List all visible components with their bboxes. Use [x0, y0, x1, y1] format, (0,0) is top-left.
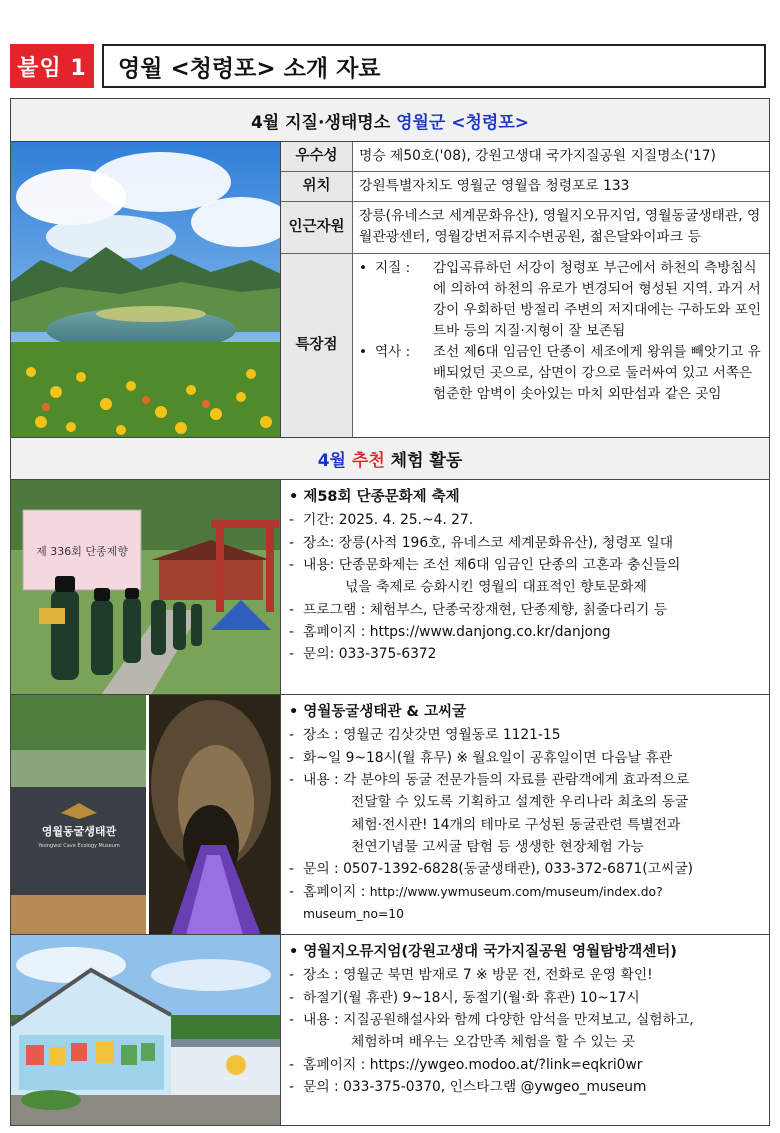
event-line-text: 기간: 2025. 4. 25.~4. 27.: [303, 512, 474, 529]
museum-sign-subtext: Yeongwol Cave Ecology Museum: [38, 843, 120, 849]
homepage-link[interactable]: http://www.ywmuseum.com/museum/index.do?museum_no=10: [303, 884, 663, 921]
info-row-merit: [281, 142, 769, 172]
event-line-continuation: 전달할 수 있도록 기획하고 설계한 우리나라 최초의 동굴: [351, 794, 689, 811]
event-line-continuation: 체험하며 배우는 오감만족 체험을 할 수 있는 곳: [351, 1034, 635, 1051]
event-line-text: 하절기(월 휴관) 9~18시, 동절기(월·화 휴관) 10~17시: [303, 989, 640, 1006]
section-activity-suffix: 체험 활동: [390, 451, 463, 471]
info-label: 특장점: [281, 254, 353, 437]
event-line-continuation: 체험·전시관! 14개의 테마로 구성된 동굴관련 특별전과: [351, 816, 681, 833]
homepage-link[interactable]: 홈페이지 : https://www.danjong.co.kr/danjong: [303, 623, 611, 640]
cave-image: [11, 695, 281, 934]
section-geo-heading: [10, 98, 770, 142]
event-line-text: 내용: 단종문화제는 조선 제6대 임금인 단종의 고혼과 충신들의: [303, 556, 681, 573]
event-title-text: 영월동굴생태관 & 고씨굴: [303, 704, 467, 720]
attachment-badge: 붙임 1: [10, 44, 94, 88]
museum-sign-text: 영월동굴생태관: [41, 825, 117, 838]
danjong-festival-photo: [11, 480, 281, 694]
event-line-text: 문의 : 033-375-0370, 인스타그램 @ywgeo_museum: [303, 1078, 647, 1095]
event-line-homepage: - 홈페이지 : https://ywgeo.modoo.at/?link=eqkri0wr: [289, 1054, 763, 1076]
cave-museum-photo: [11, 695, 281, 934]
info-label: 우수성: [281, 142, 353, 171]
section-activity-highlight: 추천: [351, 451, 385, 471]
info-label: 위치: [281, 172, 353, 201]
event-line-content: - 내용: 단종문화제는 조선 제6대 임금인 단종의 고혼과 충신들의: [289, 554, 763, 576]
event-title: • 영월동굴생태관 & 고씨굴: [289, 704, 467, 720]
event-title: • 영월지오뮤지엄(강원고생대 국가지질공원 영월탐방객센터): [289, 944, 677, 960]
festival-banner-text: 제 336회 단종제향: [36, 545, 128, 558]
bullet-icon: •: [359, 260, 368, 276]
event-line-text: 장소 : 영월군 북면 밤재로 7 ※ 방문 전, 전화로 운영 확인!: [303, 967, 653, 984]
event-line-contact: - 문의 : 0507-1392-6828(동굴생태관), 033-372-6871(고씨굴): [289, 858, 763, 880]
event-line-period: - 기간: 2025. 4. 25.~4. 27.: [289, 509, 763, 531]
event-line-text: 화~일 9~18시(월 휴무) ※ 월요일이 공휴일이면 다음날 휴관: [303, 749, 673, 766]
info-label-line: 자원: [316, 218, 345, 235]
section-activity-heading: [10, 438, 770, 480]
event-details: [281, 480, 769, 694]
document-title: 영월 <청령포> 소개 자료: [102, 44, 766, 88]
festival-image: [11, 480, 281, 694]
event-line-contact: - 문의 : 033-375-0370, 인스타그램 @ywgeo_museum: [289, 1076, 763, 1098]
event-card-danjong: [10, 480, 770, 695]
info-value: 명승 제50호('08), 강원고생대 국가지질공원 지질명소('17): [359, 148, 716, 164]
section-activity-prefix: 4월: [317, 451, 346, 471]
event-line-homepage: - 홈페이지 : https://www.danjong.co.kr/danjong: [289, 621, 763, 643]
event-title: • 제58회 단종문화제 축제: [289, 489, 460, 505]
info-value: 강원특별자치도 영월군 영월읍 청령포로 133: [359, 178, 630, 194]
event-details: [281, 695, 769, 934]
feature-history: [359, 342, 763, 405]
bullet-icon: •: [359, 344, 368, 361]
event-line-text: 장소 : 영월군 김삿갓면 영월동로 1121-15: [303, 727, 561, 744]
event-line-homepage: - 홈페이지 : http://www.ywmuseum.com/museum/index.do?museum_no=10: [289, 883, 663, 921]
geo-museum-image: [11, 935, 281, 1125]
event-card-geomuseum: [10, 935, 770, 1126]
info-label-line: 인근: [288, 218, 317, 235]
section-geo-prefix: 4월 지질·생태명소: [250, 112, 391, 133]
feature-key: 역사 :: [375, 344, 411, 361]
homepage-label: 홈페이지 :: [303, 883, 370, 900]
event-line-continuation: 천연기념물 고씨굴 탐험 등 생생한 현장체험 가능: [351, 838, 644, 855]
event-line-text: 프로그램 : 체험부스, 단종국장재현, 단종제향, 칡줄다리기 등: [303, 601, 667, 618]
feature-key: 지질 :: [375, 260, 411, 276]
feature-text: 감입곡류하던 서강이 청령포 부근에서 하천의 측방침식에 의하여 하천의 유로가 변경되어 형성된 지역. 과거 서강이 우회하던 방절리 주변의 저지대에는 구하도와 포인트바 등의 지질·지형이 잘 보존됨: [433, 260, 761, 340]
event-line-place: - 장소: 장릉(사적 196호, 유네스코 세계문화유산), 청령포 일대: [289, 532, 763, 554]
event-line-text: 내용 : 각 분야의 동굴 전문가들의 자료를 관람객에게 효과적으로: [303, 771, 690, 788]
event-line-program: - 프로그램 : 체험부스, 단종국장재현, 단종제향, 칡줄다리기 등: [289, 599, 763, 621]
event-line-continuation: 넋을 축제로 승화시킨 영월의 대표적인 향토문화제: [345, 579, 647, 596]
landscape-image: [11, 142, 281, 437]
info-label: [281, 202, 353, 253]
event-line-hours: - 화~일 9~18시(월 휴무) ※ 월요일이 공휴일이면 다음날 휴관: [289, 747, 763, 769]
event-line-text: 문의 : 0507-1392-6828(동굴생태관), 033-372-6871(고씨굴): [303, 861, 694, 878]
event-line-text: 문의: 033-375-6372: [303, 646, 437, 663]
event-line-contact: - 문의: 033-375-6372: [289, 643, 763, 665]
event-title-text: 영월지오뮤지엄(강원고생대 국가지질공원 영월탐방객센터): [303, 944, 677, 960]
event-title-text: 제58회 단종문화제 축제: [303, 489, 460, 505]
event-line-place: - 장소 : 영월군 김삿갓면 영월동로 1121-15: [289, 724, 763, 746]
event-details: [281, 935, 769, 1125]
info-value: [353, 254, 769, 437]
event-line-text: 내용 : 지질공원해설사와 함께 다양한 암석을 만져보고, 실험하고,: [303, 1011, 694, 1028]
event-card-cave: [10, 695, 770, 935]
geo-museum-photo: [11, 935, 281, 1125]
event-line-hours: - 하절기(월 휴관) 9~18시, 동절기(월·화 휴관) 10~17시: [289, 987, 763, 1009]
info-table: [281, 142, 769, 437]
feature-text: 조선 제6대 임금인 단종이 세조에게 왕위를 빼앗기고 유배되었던 곳으로, 삼면이 강으로 둘러싸여 있고 서쪽은 험준한 암벽이 솟아있는 마치 외딴섬과 같은 곳임: [433, 344, 761, 403]
cheongnyeongpo-info-card: [10, 142, 770, 438]
cheongnyeongpo-photo: [11, 142, 281, 437]
info-value: 장릉(유네스코 세계문화유산), 영월지오뮤지엄, 영월동굴생태관, 영월관광센터, 영월강변저류지수변공원, 젊은달와이파크 등: [359, 208, 761, 246]
document-header: [10, 44, 766, 88]
info-row-nearby: [281, 202, 769, 254]
section-geo-highlight: 영월군 <청령포>: [396, 112, 530, 133]
homepage-link[interactable]: 홈페이지 : https://ywgeo.modoo.at/?link=eqkri0wr: [303, 1056, 643, 1073]
event-line-content: - 내용 : 지질공원해설사와 함께 다양한 암석을 만져보고, 실험하고,: [289, 1009, 763, 1031]
event-line-content: - 내용 : 각 분야의 동굴 전문가들의 자료를 관람객에게 효과적으로: [289, 769, 763, 791]
info-row-features: [281, 254, 769, 437]
event-line-text: 장소: 장릉(사적 196호, 유네스코 세계문화유산), 청령포 일대: [303, 534, 674, 551]
event-line-place: - 장소 : 영월군 북면 밤재로 7 ※ 방문 전, 전화로 운영 확인!: [289, 964, 763, 986]
feature-geology: [359, 258, 763, 342]
info-row-location: [281, 172, 769, 202]
